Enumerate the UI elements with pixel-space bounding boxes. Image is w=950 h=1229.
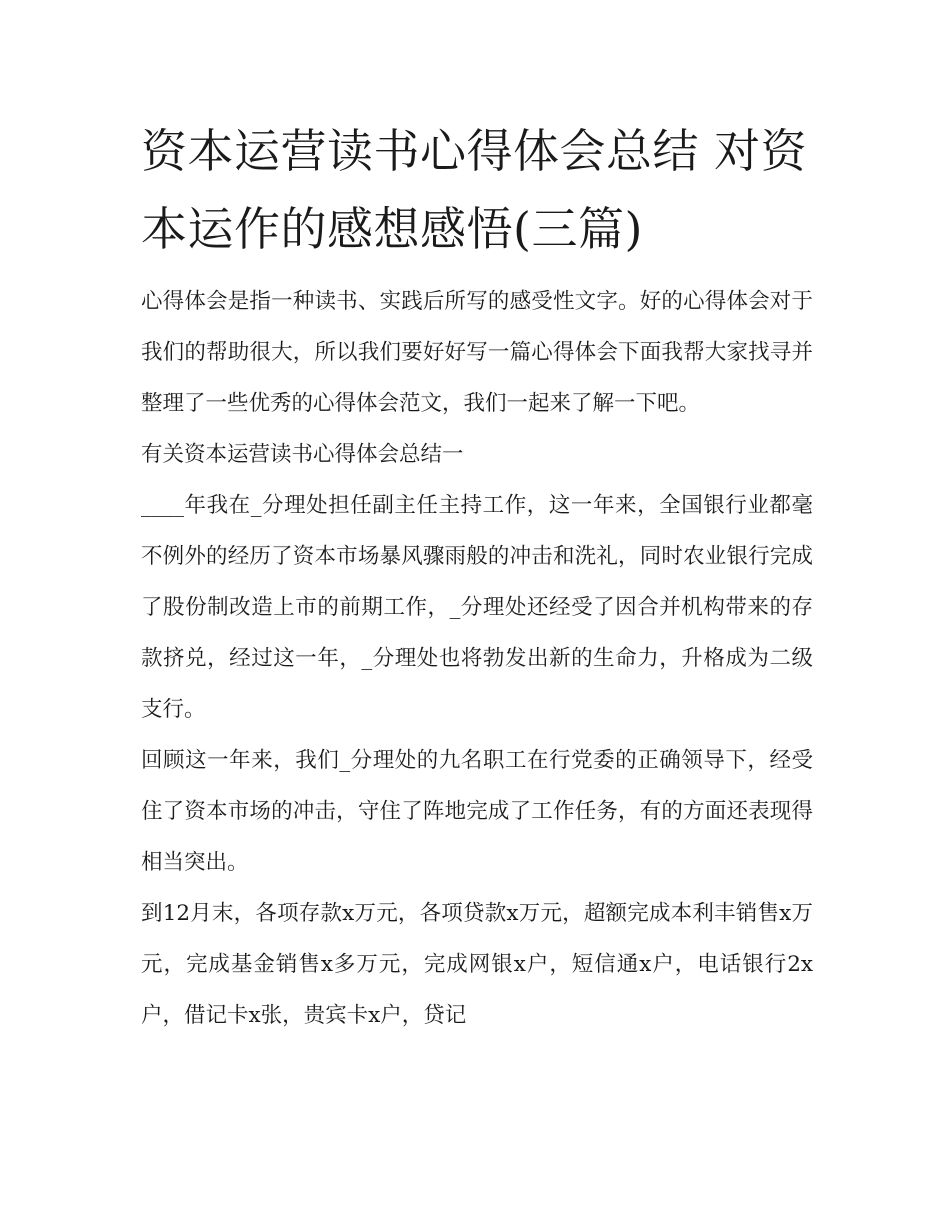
document-title: 资本运营读书心得体会总结 对资本运作的感想感悟(三篇) — [141, 124, 808, 256]
paragraph-intro: 心得体会是指一种读书、实践后所写的感受性文字。好的心得体会对于我们的帮助很大，所以我们要好好写一篇心得体会下面我帮大家找寻并整理了一些优秀的心得体会范文，我们一起来了解一下吧。 — [141, 289, 813, 416]
document-body — [141, 276, 813, 1041]
paragraph: 到12月末，各项存款x万元，各项贷款x万元，超额完成本利丰销售x万元，完成基金销售x多万元，完成网银x户，短信通x户，电话银行2x户，借记卡x张，贵宾卡x户，贷记 — [141, 901, 813, 1028]
paragraph: 回顾这一年来，我们_分理处的九名职工在行党委的正确领导下，经受住了资本市场的冲击，守住了阵地完成了工作任务，有的方面还表现得相当突出。 — [141, 748, 813, 875]
paragraph: ____年我在_分理处担任副主任主持工作，这一年来，全国银行业都毫不例外的经历了资本市场暴风骤雨般的冲击和洗礼，同时农业银行完成了股份制改造上市的前期工作，_分理处还经受了因合并机构带来的存款挤兑，经过这一年，_分理处也将勃发出新的生命力，升格成为二级支行。 — [141, 493, 813, 722]
section-heading: 有关资本运营读书心得体会总结一 — [141, 442, 464, 467]
